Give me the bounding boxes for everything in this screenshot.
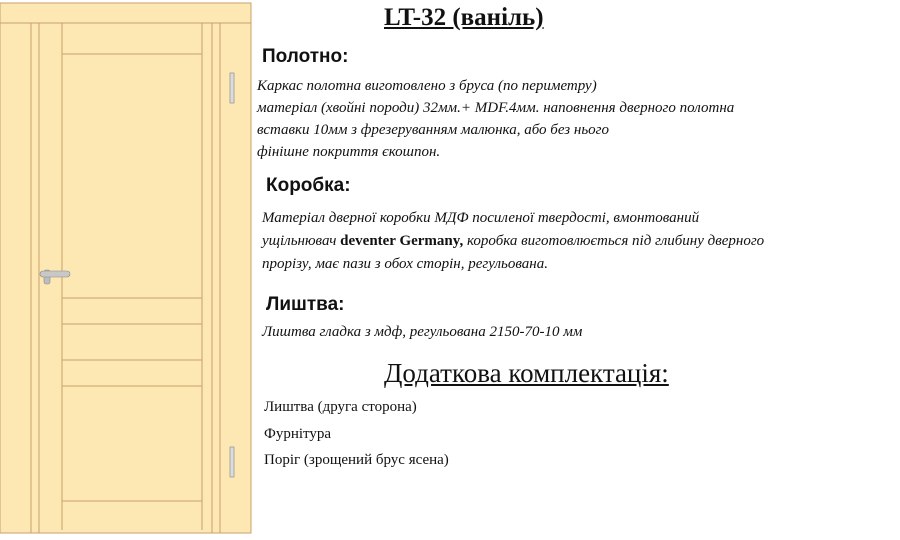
door-mid-panel — [62, 324, 202, 360]
door-rail-2 — [62, 360, 202, 386]
extras-item: Лиштва (друга сторона) — [264, 399, 417, 415]
door-right-architrave — [220, 23, 251, 533]
korobka-line-1: Матеріал дверної коробки МДФ посиленої твердості, вмонтований — [262, 210, 700, 226]
polotno-line-3: вставки 10мм з фрезеруванням малюнка, або без нього — [257, 122, 610, 138]
korobka-line-3: прорізу, має пази з обох сторін, регульована. — [262, 256, 548, 272]
korobka-line-2-post: коробка виготовлюється під глибину дверного — [463, 233, 765, 249]
door-right-jamb — [212, 23, 220, 533]
extras-heading: Додаткова комплектація: — [384, 358, 669, 388]
hinge-top — [230, 73, 234, 103]
polotno-line-4: фінішне покриття єкошпон. — [257, 144, 441, 160]
door-upper-panel — [62, 54, 202, 298]
korobka-line-2 — [262, 230, 764, 253]
korobka-line-2-pre: ущільнювач — [262, 233, 341, 249]
section-heading-polotno: Полотно: — [262, 46, 349, 67]
extras-item: Поріг (зрощений брус ясена) — [264, 452, 449, 468]
hinge-bottom — [230, 447, 234, 477]
section-heading-korobka: Коробка: — [266, 175, 351, 196]
door-illustration — [0, 0, 252, 540]
door-top-architrave — [0, 3, 251, 23]
polotno-line-1: Каркас полотна виготовлено з бруса (по периметру) — [257, 78, 597, 94]
polotno-line-2: матеріал (хвойні породи) 32мм.+ MDF.4мм. наповнення дверного полотна — [257, 100, 735, 116]
door-handle — [40, 271, 70, 277]
door-left-architrave — [0, 23, 31, 533]
door-lower-panel — [62, 386, 202, 501]
page-title: LT-32 (ваніль) — [384, 4, 544, 31]
door-left-jamb — [31, 23, 39, 533]
lyshtva-line: Лиштва гладка з мдф, регульована 2150-70-10 мм — [262, 324, 583, 340]
korobka-brand: deventer Germany, — [340, 233, 464, 249]
extras-item: Фурнітура — [264, 426, 332, 442]
door-rail-1 — [62, 298, 202, 324]
section-heading-lyshtva: Лиштва: — [266, 294, 345, 315]
